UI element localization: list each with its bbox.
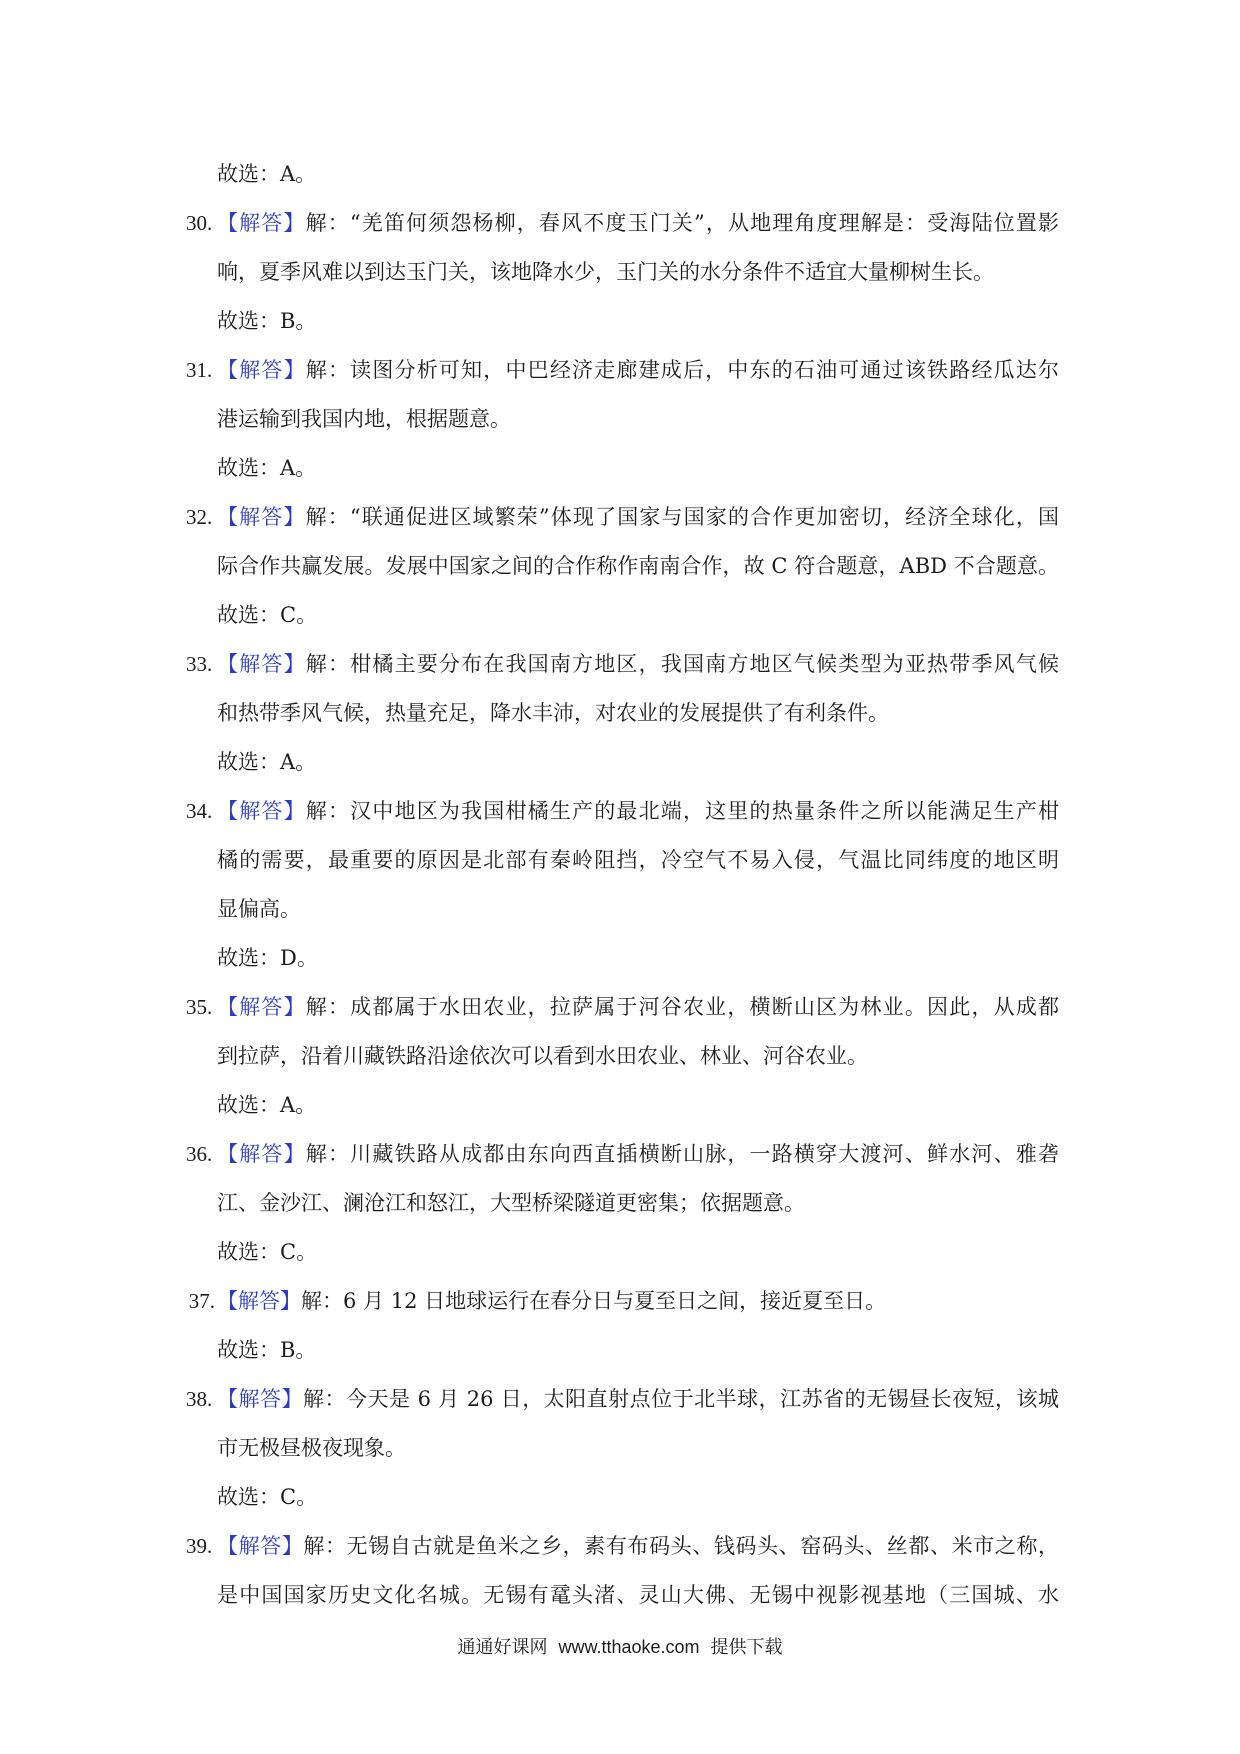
page-footer: 通通好课网 www.tthaoke.com 提供下载 <box>457 1637 783 1657</box>
answer-line: 和热带季风气候，热量充足，降水丰沛，对农业的发展提供了有利条件。 <box>217 701 889 725</box>
answer-item-33 <box>0 640 1240 787</box>
answer-item-32 <box>0 493 1240 640</box>
answer-item-34 <box>0 787 1240 983</box>
answer-tag: 【解答】 <box>217 799 306 823</box>
question-number: 35. <box>186 995 213 1019</box>
answer-text: 解：今天是 6 月 26 日，太阳直射点位于北半球，江苏省的无锡昼长夜短，该城 <box>302 1387 1060 1411</box>
answer-text: 解：无锡自古就是鱼米之乡，素有布码头、钱码头、窑码头、丝都、米市之称， <box>303 1534 1059 1558</box>
question-number: 31. <box>186 358 213 382</box>
answer-text: 解：成都属于水田农业，拉萨属于河谷农业，横断山区为林业。因此，从成都 <box>305 995 1060 1019</box>
answer-choice: 故选：C。 <box>217 603 318 627</box>
answer-line <box>186 1375 1060 1424</box>
answer-line <box>186 199 1060 248</box>
question-number: 36. <box>186 1142 213 1166</box>
answer-line: 响，夏季风难以到达玉门关，该地降水少，玉门关的水分条件不适宜大量柳树生长。 <box>217 260 994 284</box>
answer-line: 市无极昼极夜现象。 <box>217 1436 406 1460</box>
question-number: 32. <box>186 505 213 529</box>
answer-item-36 <box>0 1130 1240 1277</box>
question-number: 39. <box>186 1534 213 1558</box>
answer-choice: 故选：C。 <box>217 1485 318 1509</box>
question-number: 38. <box>186 1387 213 1411</box>
answer-line <box>186 493 1060 542</box>
question-number: 33. <box>186 652 213 676</box>
answer-item-39 <box>0 1522 1240 1620</box>
answer-tag: 【解答】 <box>217 995 306 1019</box>
answer-text: 解：读图分析可知，中巴经济走廊建成后，中东的石油可通过该铁路经瓜达尔 <box>305 358 1060 382</box>
answer-tag: 【解答】 <box>217 1289 301 1313</box>
question-number: 34. <box>186 799 213 823</box>
answer-list <box>0 150 1240 1620</box>
answer-choice: 故选：A。 <box>217 1093 317 1117</box>
question-number: 30. <box>186 211 213 235</box>
answer-line: 到拉萨，沿着川藏铁路沿途依次可以看到水田农业、林业、河谷农业。 <box>217 1044 868 1068</box>
answer-choice: 故选：C。 <box>217 1240 318 1264</box>
answer-tag: 【解答】 <box>217 1387 303 1411</box>
answer-item-37 <box>0 1277 1240 1375</box>
answer-line: 显偏高。 <box>217 897 301 921</box>
answer-line <box>188 1277 1059 1326</box>
answer-line <box>186 787 1060 836</box>
answer-tag: 【解答】 <box>217 1142 306 1166</box>
answer-line: 橘的需要，最重要的原因是北部有秦岭阻挡，冷空气不易入侵，气温比同纬度的地区明 <box>217 848 1059 872</box>
answer-choice: 故选：B。 <box>217 1338 317 1362</box>
answer-item-31 <box>0 346 1240 493</box>
answer-line: 港运输到我国内地，根据题意。 <box>217 407 511 431</box>
answer-item-35 <box>0 983 1240 1130</box>
answer-text: 解：6 月 12 日地球运行在春分日与夏至日之间，接近夏至日。 <box>301 1289 887 1313</box>
answer-line <box>186 1522 1059 1571</box>
answer-item-30 <box>0 199 1240 346</box>
answer-choice: 故选：B。 <box>217 309 317 333</box>
answer-line <box>186 983 1060 1032</box>
answer-tag: 【解答】 <box>217 211 306 235</box>
answer-line <box>186 1130 1060 1179</box>
answer-line <box>186 346 1060 395</box>
answer-line: 江、金沙江、澜沧江和怒江，大型桥梁隧道更密集；依据题意。 <box>217 1191 805 1215</box>
answer-tag: 【解答】 <box>217 505 306 529</box>
carryover-choice: 故选：A。 <box>217 162 317 186</box>
answer-item-38 <box>0 1375 1240 1522</box>
answer-tag: 【解答】 <box>217 652 306 676</box>
answer-choice: 故选：A。 <box>217 750 317 774</box>
answer-line <box>186 640 1060 689</box>
answer-choice: 故选：D。 <box>217 946 318 970</box>
answer-line: 是中国国家历史文化名城。无锡有鼋头渚、灵山大佛、无锡中视影视基地（三国城、水 <box>217 1583 1059 1607</box>
question-number: 37. <box>188 1289 215 1313</box>
answer-text: 解：汉中地区为我国柑橘生产的最北端，这里的热量条件之所以能满足生产柑 <box>305 799 1060 823</box>
answer-text: 解：“羌笛何须怨杨柳，春风不度玉门关”，从地理角度理解是：受海陆位置影 <box>305 211 1060 235</box>
answer-text: 解：柑橘主要分布在我国南方地区，我国南方地区气候类型为亚热带季风气候 <box>305 652 1060 676</box>
answer-line: 际合作共赢发展。发展中国家之间的合作称作南南合作，故 C 符合题意，ABD 不合题意。 <box>217 554 1059 578</box>
answer-tag: 【解答】 <box>217 1534 304 1558</box>
answer-tag: 【解答】 <box>217 358 306 382</box>
answer-choice: 故选：A。 <box>217 456 317 480</box>
answer-text: 解：川藏铁路从成都由东向西直插横断山脉，一路横穿大渡河、鲜水河、雅砻 <box>305 1142 1060 1166</box>
answer-text: 解：“联通促进区域繁荣”体现了国家与国家的合作更加密切，经济全球化，国 <box>305 505 1060 529</box>
